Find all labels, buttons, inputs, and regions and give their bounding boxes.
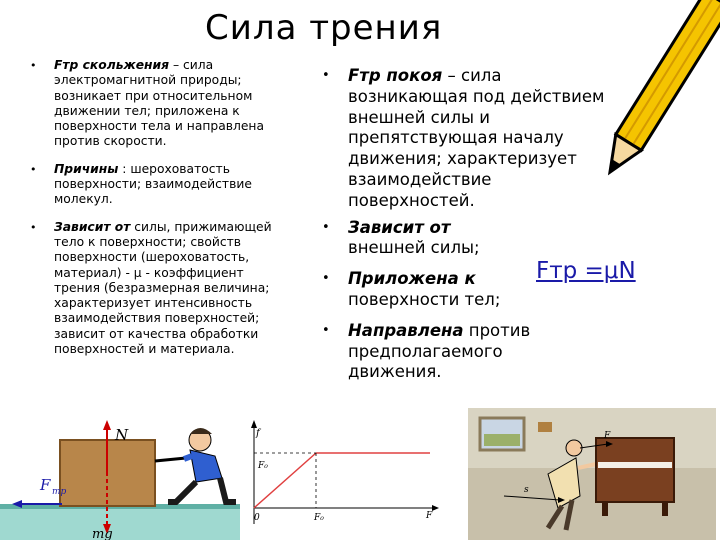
bullet: •: [322, 219, 330, 235]
bullet: •: [322, 271, 330, 287]
sliding-friction-list: [30, 58, 292, 369]
displacement-label: s: [524, 485, 529, 495]
list-item: • Приложена к поверхности тел;: [322, 269, 501, 309]
svg-text:тр: тр: [52, 487, 67, 497]
y-axis-label: f: [256, 428, 260, 439]
list-item: • Направлена против предполагаемого движения.: [322, 320, 531, 382]
slide-title: Сила трения: [205, 8, 443, 48]
list-item: • Fтр покоя – сила возникающая под действием внешней силы и препятствующая началу движения; характеризует взаимодействие поверхностей.: [322, 66, 605, 210]
bullet: •: [30, 59, 37, 72]
normal-force-label: N: [115, 426, 129, 444]
sliding-block-figure: [0, 416, 240, 540]
friction-formula: Fтр =μN: [536, 258, 636, 284]
static-friction-list: [322, 66, 612, 383]
list-item: • Причины : шероховатость поверхности; взаимодействие молекул.: [30, 161, 252, 207]
x-tick-label: F₀: [314, 513, 324, 523]
friction-force-graph: [240, 416, 440, 540]
list-item: • Fтр скольжения – сила электромагнитной природы; возникает при относительном движении тел; приложена к поверхности тела и направлена против скорости.: [30, 58, 264, 149]
f0-label: F₀: [258, 461, 268, 471]
friction-force-label: F: [40, 476, 51, 494]
origin-label: 0: [254, 513, 260, 523]
bullet: •: [322, 68, 330, 83]
floor-surface: [0, 508, 240, 540]
bullet: •: [30, 162, 37, 176]
push-force-label: F: [604, 431, 611, 441]
bullet: •: [30, 220, 37, 234]
list-item: • Зависит от внешней силы;: [322, 217, 480, 258]
x-axis-label: F: [426, 511, 433, 521]
gravity-label: mg: [92, 527, 113, 540]
pushing-piano-figure: [468, 408, 716, 540]
list-item: • Зависит от силы, прижимающей тело к поверхности; свойств поверхности (шероховатость, материал) - μ - коэффициент трения (безразмерная величина; характеризует интенсивность взаимодействия поверхностей; зависит от качества обработки поверхностей и материала.: [30, 219, 272, 357]
bullet: •: [322, 322, 330, 338]
piano: [596, 438, 674, 502]
